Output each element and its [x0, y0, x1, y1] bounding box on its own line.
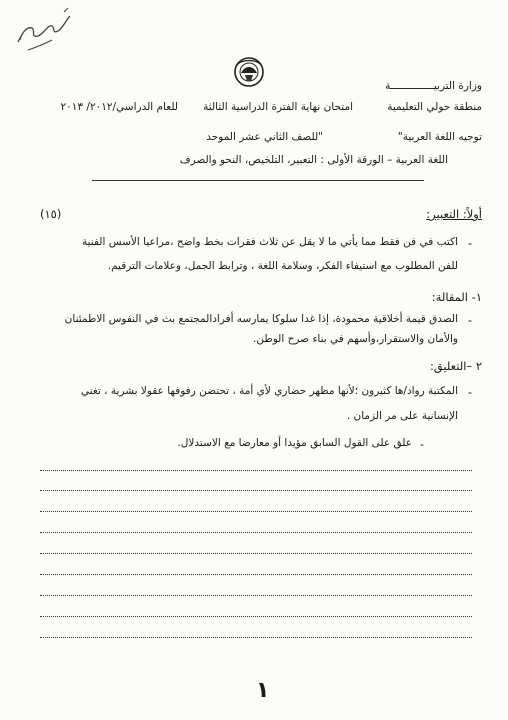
- answer-line[interactable]: [40, 616, 472, 617]
- bullet-dash: -: [467, 313, 472, 327]
- commentary-label: ٢ –التعليق:: [429, 359, 482, 373]
- commentary-text-line-2: الإنسانية على مر الزمان .: [346, 410, 458, 422]
- department-label: توجيه اللغة العربية": [397, 131, 482, 143]
- region-label: منطقة حولي التعليمية: [387, 101, 482, 113]
- article-text-line-2: والأمان والاستقرار،وأسهم في بناء صرح الوطن.: [253, 333, 458, 345]
- section-marks: (١٥): [40, 207, 62, 221]
- subject-label: اللغة العربية – الورقة الأولى : التعبير، التلخيص، النحو والصرف: [179, 154, 448, 166]
- answer-line[interactable]: [40, 637, 472, 638]
- article-label: ١- المقالة:: [431, 290, 482, 304]
- ministry-title: وزارة التربيــــــــــــــة: [385, 80, 482, 92]
- bullet-dash: -: [419, 437, 424, 451]
- answer-line[interactable]: [40, 470, 472, 471]
- instruction-line-1: اكتب في فن فقط مما يأتي ما لا يقل عن ثلاث فقرات بخط واضح ،مراعيا الأسس الفنية: [81, 236, 458, 248]
- commentary-task: علق على القول السابق مؤيدا أو معارضا مع الاستدلال.: [177, 437, 412, 449]
- header-divider: [92, 180, 424, 181]
- year-label: للعام الدراسي/٢٠١٢/ ٢٠١٣: [60, 101, 178, 113]
- page-number: ١: [256, 678, 270, 703]
- answer-line[interactable]: [40, 574, 472, 575]
- instruction-line-2: للفن المطلوب مع استيفاء الفكر، وسلامة اللغة ، وترابط الجمل، وعلامات الترقيم.: [107, 260, 458, 272]
- bullet-dash: -: [467, 385, 472, 399]
- commentary-text-line-1: المكتبة رواد/ها كثيرون ؛لأنها مظهر حضاري لأي أمة ، تحتضن رفوفها عقولا بشرية ، تغني: [80, 385, 458, 397]
- article-text-line-1: الصدق قيمة أخلاقية محمودة، إذا غدا سلوكا يمارسه أفرادالمجتمع بث في النفوس الاطمئنان: [64, 313, 458, 325]
- answer-line[interactable]: [40, 490, 472, 491]
- state-emblem: [233, 55, 265, 89]
- signature-scribble: [8, 4, 78, 56]
- answer-line[interactable]: [40, 595, 472, 596]
- section-title: أولاً: التعبير:: [426, 207, 482, 221]
- answer-line[interactable]: [40, 532, 472, 533]
- grade-label: "للصف الثاني عشر الموحد: [206, 131, 323, 143]
- answer-line[interactable]: [40, 553, 472, 554]
- bullet-dash: -: [467, 236, 472, 250]
- answer-line[interactable]: [40, 511, 472, 512]
- exam-label: امتحان نهاية الفترة الدراسية الثالثة: [203, 101, 353, 113]
